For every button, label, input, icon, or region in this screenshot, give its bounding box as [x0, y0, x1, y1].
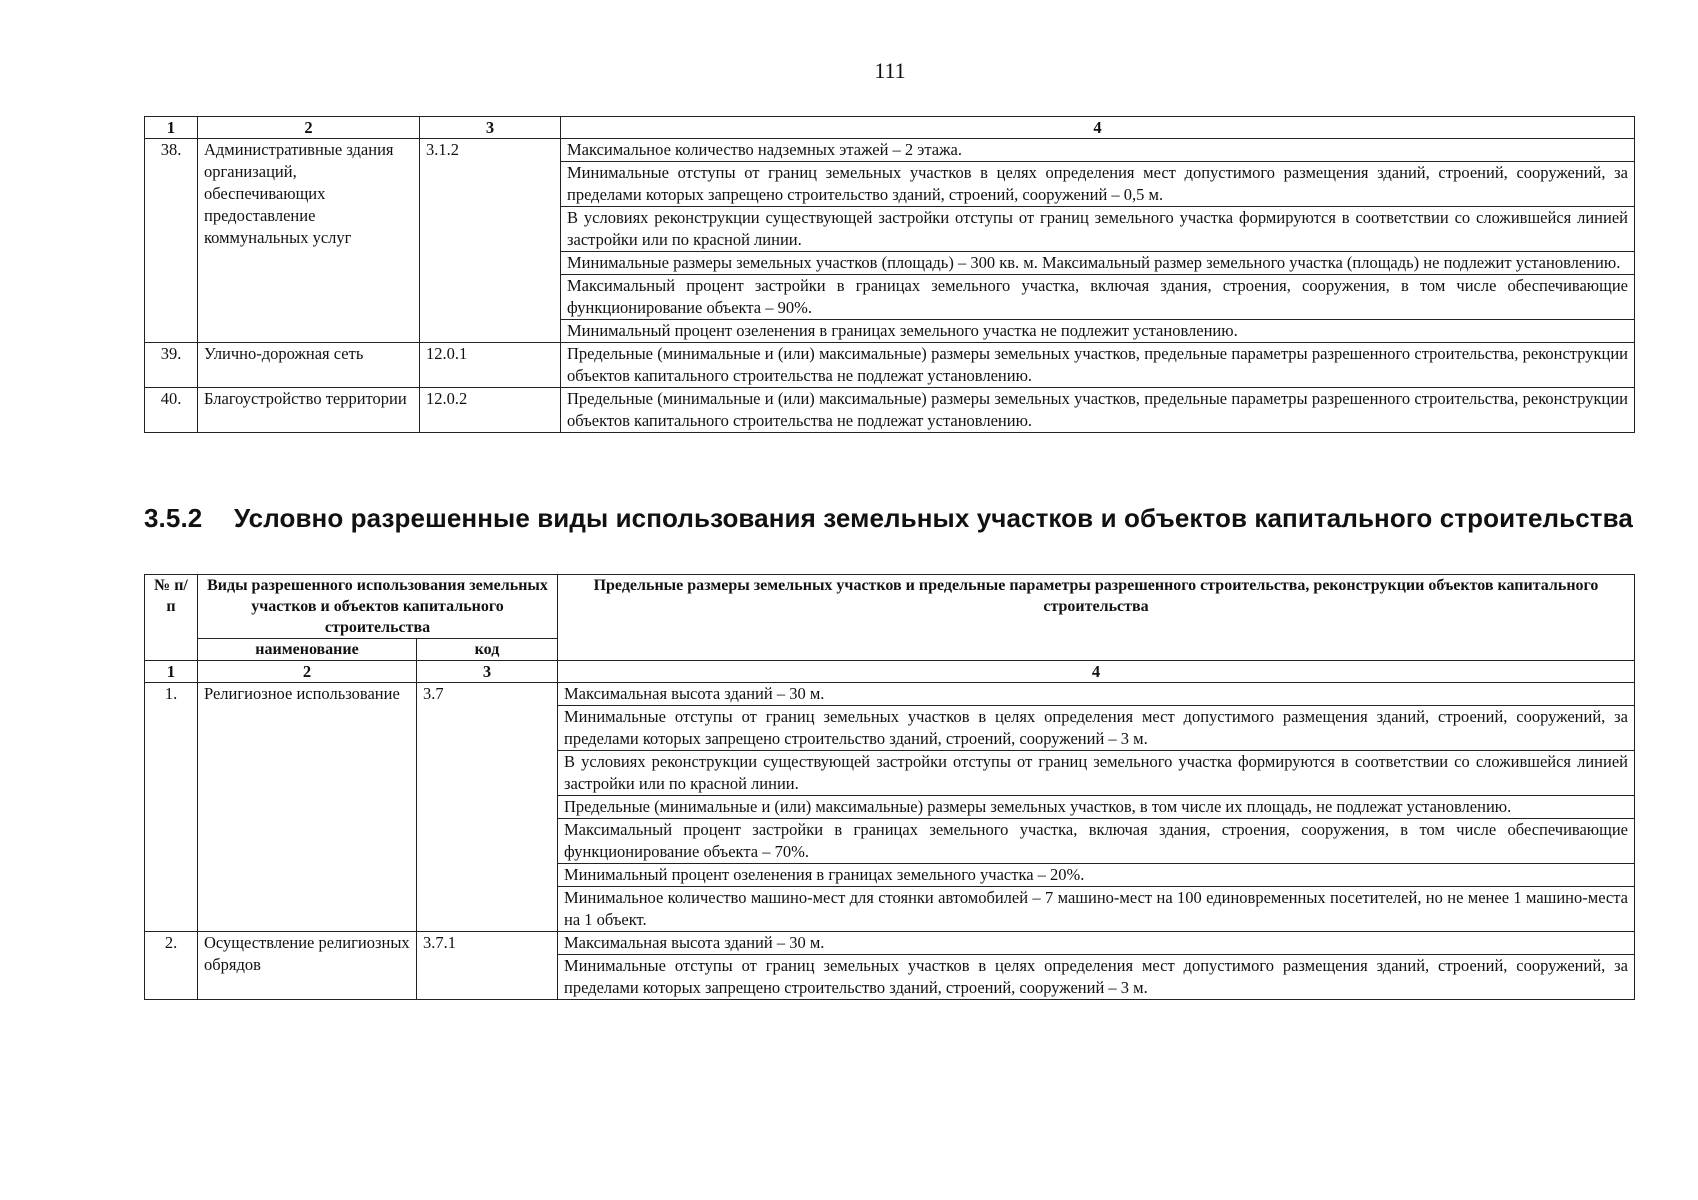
- table-row: [145, 139, 1635, 162]
- use-code: 3.7.1: [417, 932, 558, 1000]
- parameter-cell: Минимальные отступы от границ земельных участков в целях определения мест допустимого размещения зданий, строений, сооружений, за пределами которых запрещено строительство зданий, строений, сооружений – 3 м.: [558, 706, 1635, 751]
- parameter-cell: Минимальные отступы от границ земельных участков в целях определения мест допустимого размещения зданий, строений, сооружений, за пределами которых запрещено строительство зданий, строений, сооружений – 0,5 м.: [561, 162, 1635, 207]
- use-name: Улично-дорожная сеть: [198, 343, 420, 388]
- use-code: 3.1.2: [420, 139, 561, 343]
- section-title: Условно разрешенные виды использования земельных участков и объектов капитального строительства: [234, 503, 1633, 533]
- column-number: 2: [198, 117, 420, 139]
- row-number: 39.: [145, 343, 198, 388]
- table-row: [145, 683, 1635, 706]
- parameter-cell: Минимальные отступы от границ земельных участков в целях определения мест допустимого размещения зданий, строений, сооружений, за пределами которых запрещено строительство зданий, строений, сооружений – 3 м.: [558, 955, 1635, 1000]
- parameter-cell: Минимальные размеры земельных участков (площадь) – 300 кв. м. Максимальный размер земельного участка (площадь) не подлежит установлению.: [561, 252, 1635, 275]
- parameter-cell: Максимальный процент застройки в границах земельного участка, включая здания, строения, сооружения, в том числе обеспечивающие функционирование объекта – 70%.: [558, 819, 1635, 864]
- section-number: 3.5.2: [144, 503, 203, 533]
- table-row: [145, 932, 1635, 955]
- parameter-cell: Минимальный процент озеленения в границах земельного участка – 20%.: [558, 864, 1635, 887]
- use-name: Религиозное использование: [198, 683, 417, 932]
- header-num: № п/п: [145, 575, 198, 661]
- table-conditional-uses: [144, 574, 1635, 1000]
- row-number: 38.: [145, 139, 198, 343]
- use-name: Осуществление религиозных обрядов: [198, 932, 417, 1000]
- parameter-cell: Максимальная высота зданий – 30 м.: [558, 683, 1635, 706]
- section-heading: [144, 503, 1633, 534]
- parameter-cell: Минимальное количество машино-мест для стоянки автомобилей – 7 машино-мест на 100 единовременных посетителей, но не менее 1 машино-места на 1 объект.: [558, 887, 1635, 932]
- column-number: 4: [558, 661, 1635, 683]
- parameter-cell: В условиях реконструкции существующей застройки отступы от границ земельного участка формируются в соответствии со сложившейся линией застройки или по красной линии.: [561, 207, 1635, 252]
- row-number: 2.: [145, 932, 198, 1000]
- use-code: 12.0.2: [420, 388, 561, 433]
- parameter-cell: В условиях реконструкции существующей застройки отступы от границ земельного участка формируются в соответствии со сложившейся линией застройки или по красной линии.: [558, 751, 1635, 796]
- row-number: 40.: [145, 388, 198, 433]
- parameter-cell: Максимальный процент застройки в границах земельного участка, включая здания, строения, сооружения, в том числе обеспечивающие функционирование объекта – 90%.: [561, 275, 1635, 320]
- parameter-cell: Максимальное количество надземных этажей – 2 этажа.: [561, 139, 1635, 162]
- column-number: 2: [198, 661, 417, 683]
- row-number: 1.: [145, 683, 198, 932]
- use-code: 3.7: [417, 683, 558, 932]
- table-header-numbers: [145, 661, 1635, 683]
- header-limits: Предельные размеры земельных участков и предельные параметры разрешенного строительства, реконструкции объектов капитального строительства: [558, 575, 1635, 661]
- parameter-cell: Предельные (минимальные и (или) максимальные) размеры земельных участков, предельные параметры разрешенного строительства, реконструкции объектов капитального строительства не подлежат установлению.: [561, 388, 1635, 433]
- parameter-cell: Предельные (минимальные и (или) максимальные) размеры земельных участков, предельные параметры разрешенного строительства, реконструкции объектов капитального строительства не подлежат установлению.: [561, 343, 1635, 388]
- header-types: Виды разрешенного использования земельных участков и объектов капитального строительства: [198, 575, 558, 639]
- table-header: [145, 575, 1635, 639]
- parameter-cell: Предельные (минимальные и (или) максимальные) размеры земельных участков, в том числе их площадь, не подлежат установлению.: [558, 796, 1635, 819]
- parameter-cell: Минимальный процент озеленения в границах земельного участка не подлежит установлению.: [561, 320, 1635, 343]
- column-number: 3: [417, 661, 558, 683]
- use-name: Благоустройство территории: [198, 388, 420, 433]
- table-header-numbers: [145, 117, 1635, 139]
- column-number: 3: [420, 117, 561, 139]
- header-code: код: [417, 639, 558, 661]
- page-number: 111: [874, 58, 906, 83]
- table-row: [145, 343, 1635, 388]
- parameter-cell: Максимальная высота зданий – 30 м.: [558, 932, 1635, 955]
- table-permitted-uses: [144, 116, 1635, 433]
- column-number: 1: [145, 117, 198, 139]
- use-name: Административные здания организаций, обеспечивающих предоставление коммунальных услуг: [198, 139, 420, 343]
- header-name: наименование: [198, 639, 417, 661]
- column-number: 4: [561, 117, 1635, 139]
- column-number: 1: [145, 661, 198, 683]
- table-row: [145, 388, 1635, 433]
- use-code: 12.0.1: [420, 343, 561, 388]
